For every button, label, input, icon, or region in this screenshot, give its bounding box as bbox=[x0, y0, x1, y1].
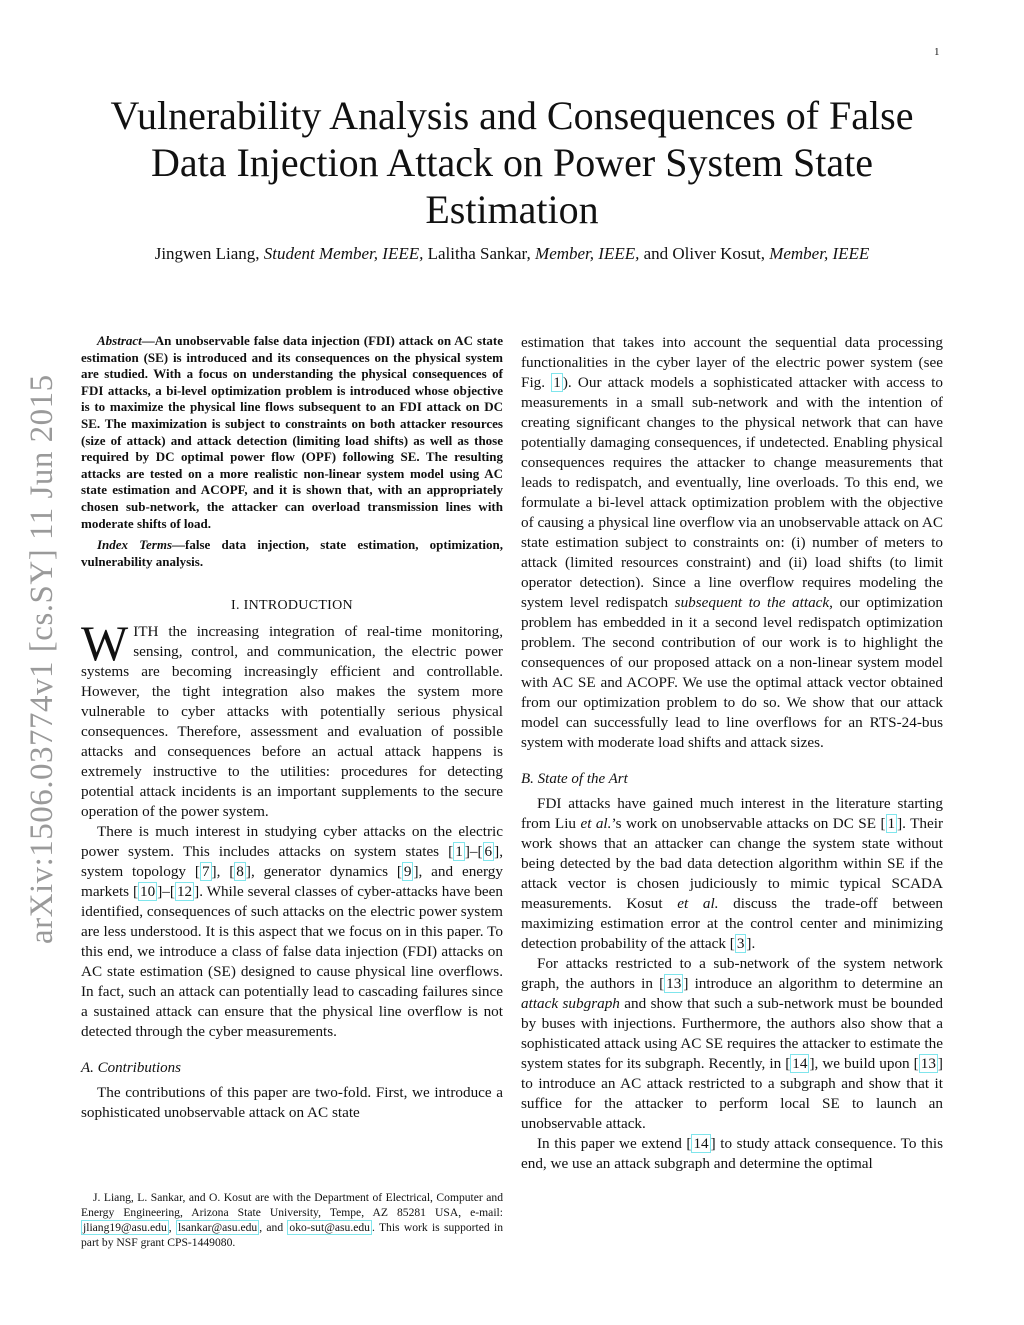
citation-link[interactable]: 10 bbox=[140, 883, 156, 901]
citation-link[interactable]: 14 bbox=[693, 1135, 709, 1152]
email-link[interactable]: oko-sut@asu.edu bbox=[289, 1221, 370, 1234]
citation-link[interactable]: 6 bbox=[484, 843, 493, 861]
contributions-paragraph-start: The contributions of this paper are two-fold. First, we introduce a sophisticated unobservable attack on AC state bbox=[81, 1084, 503, 1122]
intro-paragraph-2: There is much interest in studying cyber attacks on the electric power system. This includes attacks on system states [ 1 ]–[ 6 ], system topology [ 7 ], [ 8 ], generator dynamics [ 9 ], and energy markets [ 10 ]–[ 12 ]. While several classes of cyber-attacks have been identified, consequences of such attacks on the electric power system are less understood. It is this aspect that we focus on in this paper. To this end, we introduce a class of false data injection (FDI) attacks on AC state estimation (SE) designed to cause physical line overflows. In fact, such an attack can potentially lead to cascading failures since a sustained attack can ensure that the physical line overflow is not detected through the cyber measurements. bbox=[81, 823, 503, 1041]
citation-link[interactable]: 12 bbox=[176, 883, 193, 901]
email-link[interactable]: jliang19@asu.edu bbox=[83, 1221, 167, 1234]
author-3-name: and Oliver Kosut, bbox=[643, 244, 765, 263]
arxiv-identifier-stamp: arXiv:1506.03774v1 [cs.SY] 11 Jun 2015 bbox=[24, 374, 60, 944]
author-2-role: Member, IEEE, bbox=[535, 244, 640, 263]
author-3-role: Member, IEEE bbox=[769, 244, 870, 263]
index-terms-label: Index Terms bbox=[97, 537, 173, 553]
author-2-name: Lalitha Sankar, bbox=[427, 244, 531, 263]
author-affiliation-footnote: J. Liang, L. Sankar, and O. Kosut are with the Department of Electrical, Computer and Energy Engineering, Arizona State University, Tempe, AZ 85281 USA, e-mail: jliang19@asu.edu , lsankar@asu.edu , and oko-sut@asu.edu . This work is supported in part by NSF grant CPS-1449080. bbox=[81, 1191, 503, 1249]
figure-link[interactable]: 1 bbox=[553, 374, 561, 391]
right-column bbox=[521, 333, 943, 1174]
index-terms bbox=[81, 537, 503, 570]
paper-title: Vulnerability Analysis and Consequences of False Data Injection Attack on Power System State Estimation bbox=[110, 93, 914, 232]
citation-link[interactable]: 7 bbox=[201, 863, 210, 881]
state-of-art-paragraph-3: In this paper we extend [ 14 ] to study attack consequence. To this end, we use an attack subgraph and determine the optimal bbox=[521, 1135, 943, 1172]
state-of-art-paragraph-2: For attacks restricted to a sub-network of the system network graph, the authors in [ 13 ] introduce an algorithm to determine an attack subgraph and show that such a sub-network must be bounded by buses with injections. Furthermore, the authors also show that a sophisticated attack using AC SE requires the attacker to estimate the system states for its subgraph. Recently, in [ 14 ], we build upon [ 13 ] to introduce an AC attack restricted to a subgraph and show that it suffice for the attacker to perform local SE to launch an unobservable attack. bbox=[521, 955, 943, 1132]
abstract-label: Abstract bbox=[97, 333, 142, 348]
left-column bbox=[81, 333, 503, 1123]
author-line bbox=[82, 244, 942, 264]
citation-link[interactable]: 1 bbox=[887, 815, 896, 832]
email-link[interactable]: lsankar@asu.edu bbox=[177, 1221, 258, 1234]
subsection-heading-state-of-the-art: B. State of the Art bbox=[521, 771, 628, 787]
citation-link[interactable]: 3 bbox=[736, 935, 745, 952]
citation-link[interactable]: 8 bbox=[236, 863, 244, 881]
dropcap-letter: W bbox=[81, 615, 129, 672]
section-heading-introduction: I. INTRODUCTION bbox=[231, 598, 353, 614]
intro-paragraph-1: WITH the increasing integration of real-time monitoring, sensing, control, and communication, the electric power systems are becoming increasingly efficient and controllable. However, the tight integration also makes the system more vulnerable to cyber attacks with potentially serious physical consequences. Therefore, assessment and evaluation of possible attacks and consequences before an actual attack happens is extremely instructive to the utilities: procedures for detecting potential attack incidents is an important supplements to the secure operation of the power system. bbox=[81, 615, 503, 821]
subsection-heading-contributions: A. Contributions bbox=[81, 1060, 182, 1077]
citation-link[interactable]: 13 bbox=[920, 1055, 936, 1072]
abstract-text: —An unobservable false data injection (FDI) attack on AC state estimation (SE) is introduced and its consequences on the physical system are studied. With a focus on understanding the physical consequences of FDI attacks, a bi-level optimization problem is introduced whose objective is to maximize the physical line flows subsequent to an FDI attack on DC SE. The maximization is subject to constraints on both attacker resources (size of attack) and attack detection (limiting load shifts) as well as those required by DC optimal power flow (OPF) following SE. The resulting attacks are tested on a more realistic non-linear system model using AC state estimation and ACOPF, and it is shown that, with an appropriately chosen sub-network, the attacker can overload transmission lines with moderate shifts of load. bbox=[81, 333, 503, 531]
citation-link[interactable]: 13 bbox=[666, 975, 682, 992]
page-number: 1 bbox=[934, 46, 940, 58]
contributions-paragraph-continued: estimation that takes into account the sequential data processing functionalities in the cyber layer of the electric power system (see Fig. 1 ). Our attack models a sophisticated attacker with access to measurements in a small sub-network and with the intention of creating significant changes to the physical network that can have potentially damaging consequences, if undetected. Enabling physical consequences requires the attacker to change measurements that leads to redispatch, and eventually, line overloads. To this end, we formulate a bi-level attack optimization problem with the objective of causing a physical line overflow via an unobservable attack on AC state estimation subject to constraints on: (i) number of meters to attack (limited resources constraint) and (ii) load shifts (to limit operator detection). Since a line overflow requires modeling the system level redispatch subsequent to the attack, our optimization problem has embedded in it a second level redispatch optimization problem. The second contribution of our work is to highlight the consequences of our proposed attack on a non-linear system model with AC SE and ACOPF. We use the optimal attack vector obtained from our optimization problem to do so. We show that our attack model can successfully lead to line overflows for an RTS-24-bus system with moderate load shifts and attack sizes. bbox=[521, 334, 944, 751]
author-1-name: Jingwen Liang, bbox=[154, 244, 260, 263]
state-of-art-paragraph-1: FDI attacks have gained much interest in the literature starting from Liu et al.’s work on unobservable attacks on DC SE [ 1 ]. Their work shows that an attacker can change the system state without being detected by the bad data detection algorithm within SE if the attack vector is chosen judiciously to mimic typical SCADA measurements. Kosut et al. discuss the trade-off between maximizing estimation error at the control center and minimizing detection probability of the attack [ 3 ]. bbox=[521, 795, 943, 952]
citation-link[interactable]: 1 bbox=[455, 843, 463, 861]
abstract bbox=[81, 333, 503, 532]
index-terms-text: —false data injection, state estimation, optimization, vulnerability analysis. bbox=[81, 537, 503, 569]
author-1-role: Student Member, IEEE, bbox=[263, 244, 424, 263]
citation-link[interactable]: 14 bbox=[792, 1055, 808, 1072]
citation-link[interactable]: 9 bbox=[403, 863, 412, 881]
